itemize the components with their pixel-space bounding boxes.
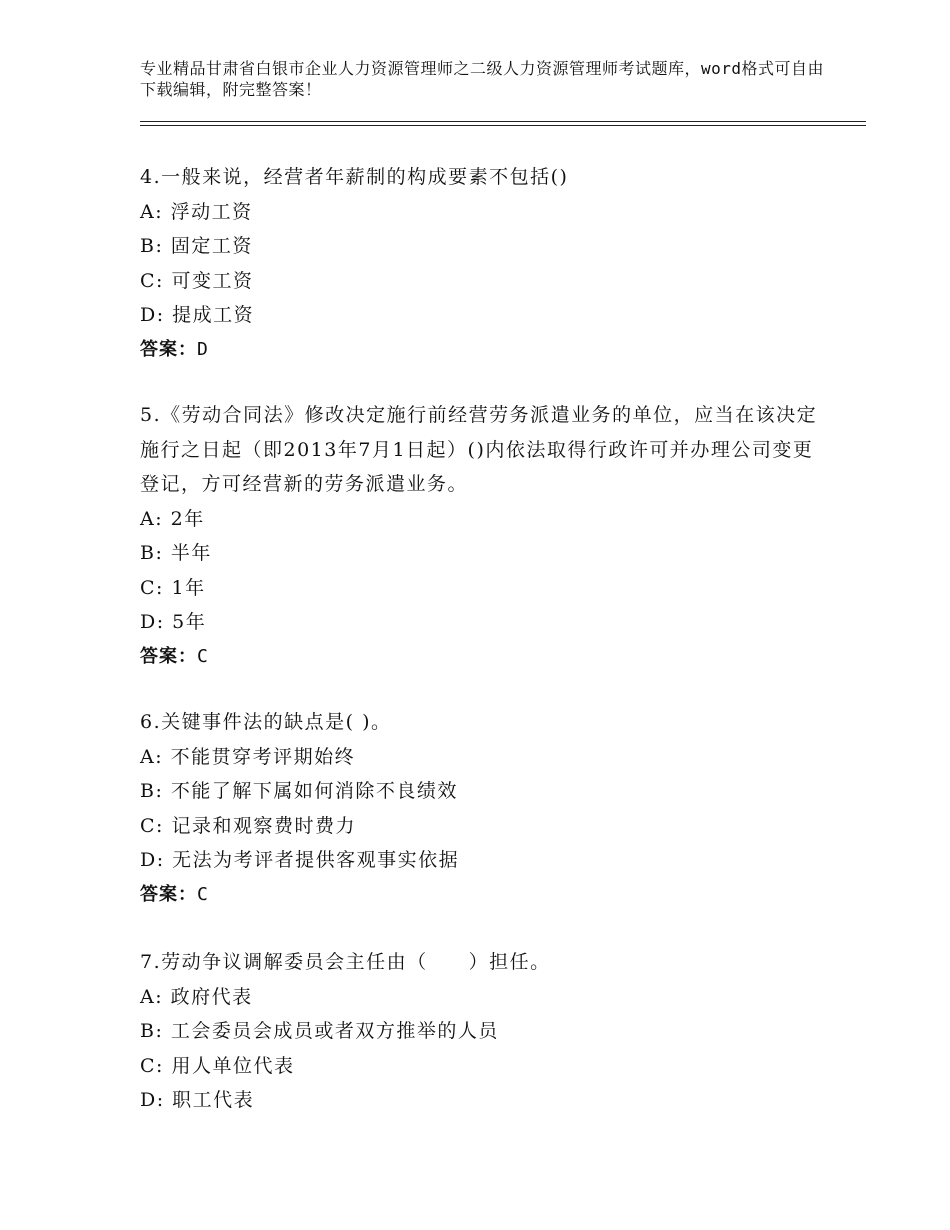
answer-label: 答案：	[140, 883, 197, 905]
option-a: A: 政府代表	[140, 985, 253, 1008]
option-c: C: 可变工资	[140, 269, 254, 292]
option-b: B: 工会委员会成员或者双方推举的人员	[140, 1020, 499, 1042]
answer-label: 答案：	[140, 645, 197, 667]
answer-label: 答案：	[140, 338, 197, 360]
option-d: D: 5年	[140, 611, 207, 633]
option-b: B: 不能了解下属如何消除不良绩效	[140, 780, 458, 802]
question-stem: 6.关键事件法的缺点是( )。	[140, 711, 392, 733]
answer-value: D	[197, 338, 209, 360]
question-stem: 4.一般来说，经营者年薪制的构成要素不包括()	[140, 166, 569, 188]
question-6	[140, 705, 820, 912]
question-4	[140, 160, 820, 367]
document-header: 专业精品甘肃省白银市企业人力资源管理师之二级人力资源管理师考试题库，word格式可自由下载编辑，附完整答案！	[140, 59, 825, 99]
answer-value: C	[197, 883, 209, 905]
question-stem: 5.《劳动合同法》修改决定施行前经营劳务派遣业务的单位，应当在该决定施行之日起（即2013年7月1日起）()内依法取得行政许可并办理公司变更登记，方可经营新的劳务派遣业务。	[140, 404, 818, 495]
option-d: D: 提成工资	[140, 304, 255, 326]
option-a: A: 浮动工资	[140, 200, 253, 223]
option-c: C: 记录和观察费时费力	[140, 814, 356, 837]
option-c: C: 1年	[140, 576, 206, 599]
answer-line	[140, 878, 820, 913]
option-c: C: 用人单位代表	[140, 1054, 295, 1077]
answer-line	[140, 640, 820, 675]
question-5	[140, 398, 820, 674]
option-b: B: 固定工资	[140, 235, 253, 257]
answer-value: C	[197, 645, 209, 667]
option-a: A: 不能贯穿考评期始终	[140, 745, 356, 768]
question-7	[140, 945, 820, 1118]
header-divider	[140, 121, 866, 126]
answer-line	[140, 333, 820, 368]
question-stem: 7.劳动争议调解委员会主任由（ ）担任。	[140, 951, 551, 973]
option-d: D: 无法为考评者提供客观事实依据	[140, 849, 460, 871]
option-b: B: 半年	[140, 542, 212, 564]
option-a: A: 2年	[140, 507, 205, 530]
option-d: D: 职工代表	[140, 1089, 255, 1111]
